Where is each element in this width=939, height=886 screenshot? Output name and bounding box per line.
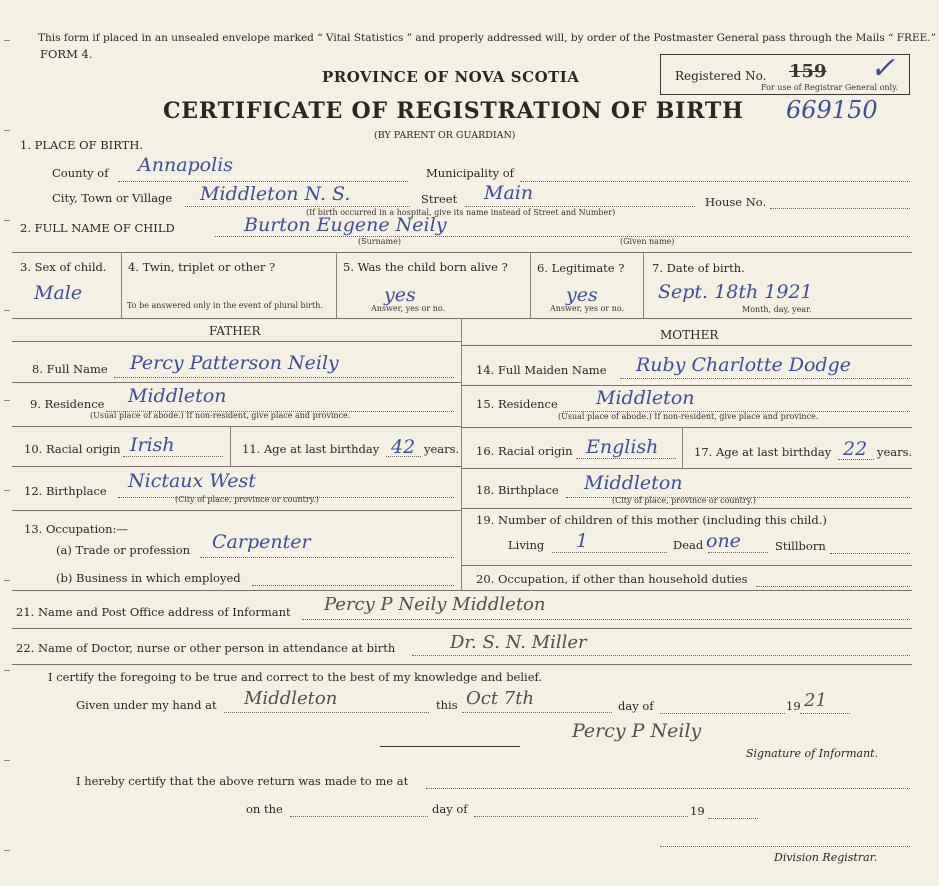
mother-residence-value: Middleton [596, 387, 695, 409]
mother-name-label: 14. Full Maiden Name [476, 363, 607, 377]
father-age-value: 42 [391, 436, 416, 458]
child-name-value: Burton Eugene Neily [244, 214, 447, 236]
mother-birthplace-label: 18. Birthplace [476, 483, 559, 497]
mother-race-value: English [586, 436, 659, 458]
registrar-day-of-label: day of [432, 802, 468, 816]
stillborn-label: Stillborn [775, 539, 826, 553]
date-of-birth-label: 7. Date of birth. [652, 261, 745, 275]
father-birthplace-label: 12. Birthplace [24, 484, 107, 498]
father-residence-label: 9. Residence [30, 397, 105, 411]
given-place-value: Middleton [244, 688, 338, 709]
date-of-birth-note: Month, day, year. [742, 305, 812, 314]
certify-statement: I certify the foregoing to be true and correct to the best of my knowledge and belief. [48, 670, 543, 684]
date-of-birth-value: Sept. 18th 1921 [658, 281, 813, 303]
father-abode-note: (Usual place of abode.) If non-resident, give place and province. [90, 411, 351, 420]
living-label: Living [508, 538, 545, 552]
surname-note: (Surname) [358, 237, 401, 246]
this-day-value: Oct 7th [466, 688, 535, 709]
child-name-label: 2. FULL NAME OF CHILD [20, 221, 175, 235]
given-name-note: (Given name) [620, 237, 675, 246]
father-name-value: Percy Patterson Neily [130, 352, 339, 374]
street-value: Main [484, 182, 534, 204]
registrar-on-the-label: on the [246, 802, 283, 816]
legitimate-note: Answer, yes or no. [550, 304, 625, 313]
informant-signature: Percy P Neily [572, 720, 702, 742]
mother-years-label: years. [877, 445, 913, 459]
living-value: 1 [576, 530, 589, 552]
mother-heading: MOTHER [660, 328, 719, 342]
county-value: Annapolis [138, 154, 234, 176]
sex-value: Male [34, 282, 83, 304]
city-label: City, Town or Village [52, 191, 173, 205]
mother-race-label: 16. Racial origin [476, 444, 573, 458]
hospital-note: (If birth occurred in a hospital, give its name instead of Street and Number) [306, 208, 616, 217]
father-birthplace-note: (City of place, province or country.) [175, 495, 319, 504]
mother-residence-label: 15. Residence [476, 397, 558, 411]
county-label: County of [52, 166, 109, 180]
father-heading: FATHER [209, 324, 261, 338]
form-number: FORM 4. [40, 47, 93, 61]
city-value: Middleton N. S. [200, 183, 351, 205]
born-alive-value: yes [384, 284, 416, 306]
mother-birthplace-note: (City of place, province or country.) [612, 496, 756, 505]
mother-birthplace-value: Middleton [584, 472, 683, 494]
year-prefix: 19 [786, 699, 801, 713]
father-business-label: (b) Business in which employed [56, 571, 241, 585]
born-alive-label: 5. Was the child born alive ? [343, 260, 508, 274]
father-residence-value: Middleton [128, 385, 227, 407]
postal-notice: This form if placed in an unsealed envelope marked “ Vital Statistics ” and properly addressed will, by order of the Postmaster General pass through the Mails “ FREE.” [38, 32, 936, 44]
check-mark-icon: ✓ [870, 51, 896, 86]
father-race-label: 10. Racial origin [24, 442, 121, 456]
children-count-label: 19. Number of children of this mother (including this child.) [476, 513, 827, 527]
dead-value: one [706, 530, 741, 552]
division-registrar-label: Division Registrar. [774, 851, 878, 864]
mother-age-value: 22 [843, 438, 868, 460]
this-label: this [436, 698, 458, 712]
mother-occupation-label: 20. Occupation, if other than household duties [476, 572, 748, 586]
certificate-title: CERTIFICATE OF REGISTRATION OF BIRTH [163, 98, 744, 124]
father-trade-label: (a) Trade or profession [56, 543, 191, 557]
registrar-general-note: For use of Registrar General only. [761, 83, 899, 92]
father-name-label: 8. Full Name [32, 362, 108, 376]
doctor-label: 22. Name of Doctor, nurse or other person in attendance at birth [16, 641, 396, 655]
mother-age-label: 17. Age at last birthday [694, 445, 832, 459]
father-occupation-label: 13. Occupation:— [24, 522, 128, 536]
registered-number: 159 [789, 61, 827, 82]
province-title: PROVINCE OF NOVA SCOTIA [322, 68, 580, 86]
born-alive-note: Answer, yes or no. [371, 304, 446, 313]
street-label: Street [421, 192, 458, 206]
legitimate-label: 6. Legitimate ? [537, 261, 625, 275]
father-birthplace-value: Nictaux West [128, 470, 256, 492]
legitimate-value: yes [566, 284, 598, 306]
mother-name-value: Ruby Charlotte Dodge [636, 354, 851, 376]
doctor-value: Dr. S. N. Miller [450, 632, 587, 653]
sex-label: 3. Sex of child. [20, 260, 107, 274]
registered-label: Registered No. [675, 69, 767, 83]
handwritten-reg-number: 669150 [786, 96, 878, 124]
place-of-birth-heading: 1. PLACE OF BIRTH. [20, 138, 144, 152]
father-trade-value: Carpenter [212, 531, 311, 553]
certificate-subtitle: (BY PARENT OR GUARDIAN) [374, 130, 516, 141]
dead-label: Dead [673, 538, 704, 552]
father-years-label: years. [424, 442, 460, 456]
day-of-label: day of [618, 699, 654, 713]
twin-note: To be answered only in the event of plural birth. [127, 301, 323, 310]
year-suffix-value: 21 [804, 690, 827, 711]
informant-value: Percy P Neily Middleton [324, 594, 546, 615]
mother-abode-note: (Usual place of abode.) If non-resident, give place and province. [558, 412, 819, 421]
registrar-statement: I hereby certify that the above return was made to me at [76, 774, 409, 788]
municipality-label: Municipality of [426, 166, 514, 180]
given-under-hand-label: Given under my hand at [76, 698, 217, 712]
father-race-value: Irish [130, 434, 175, 456]
informant-label: 21. Name and Post Office address of Informant [16, 605, 291, 619]
registrar-year-prefix: 19 [690, 804, 705, 818]
twin-label: 4. Twin, triplet or other ? [128, 260, 276, 274]
father-age-label: 11. Age at last birthday [242, 442, 380, 456]
informant-signature-label: Signature of Informant. [746, 747, 879, 760]
house-number-label: House No. [705, 195, 767, 209]
